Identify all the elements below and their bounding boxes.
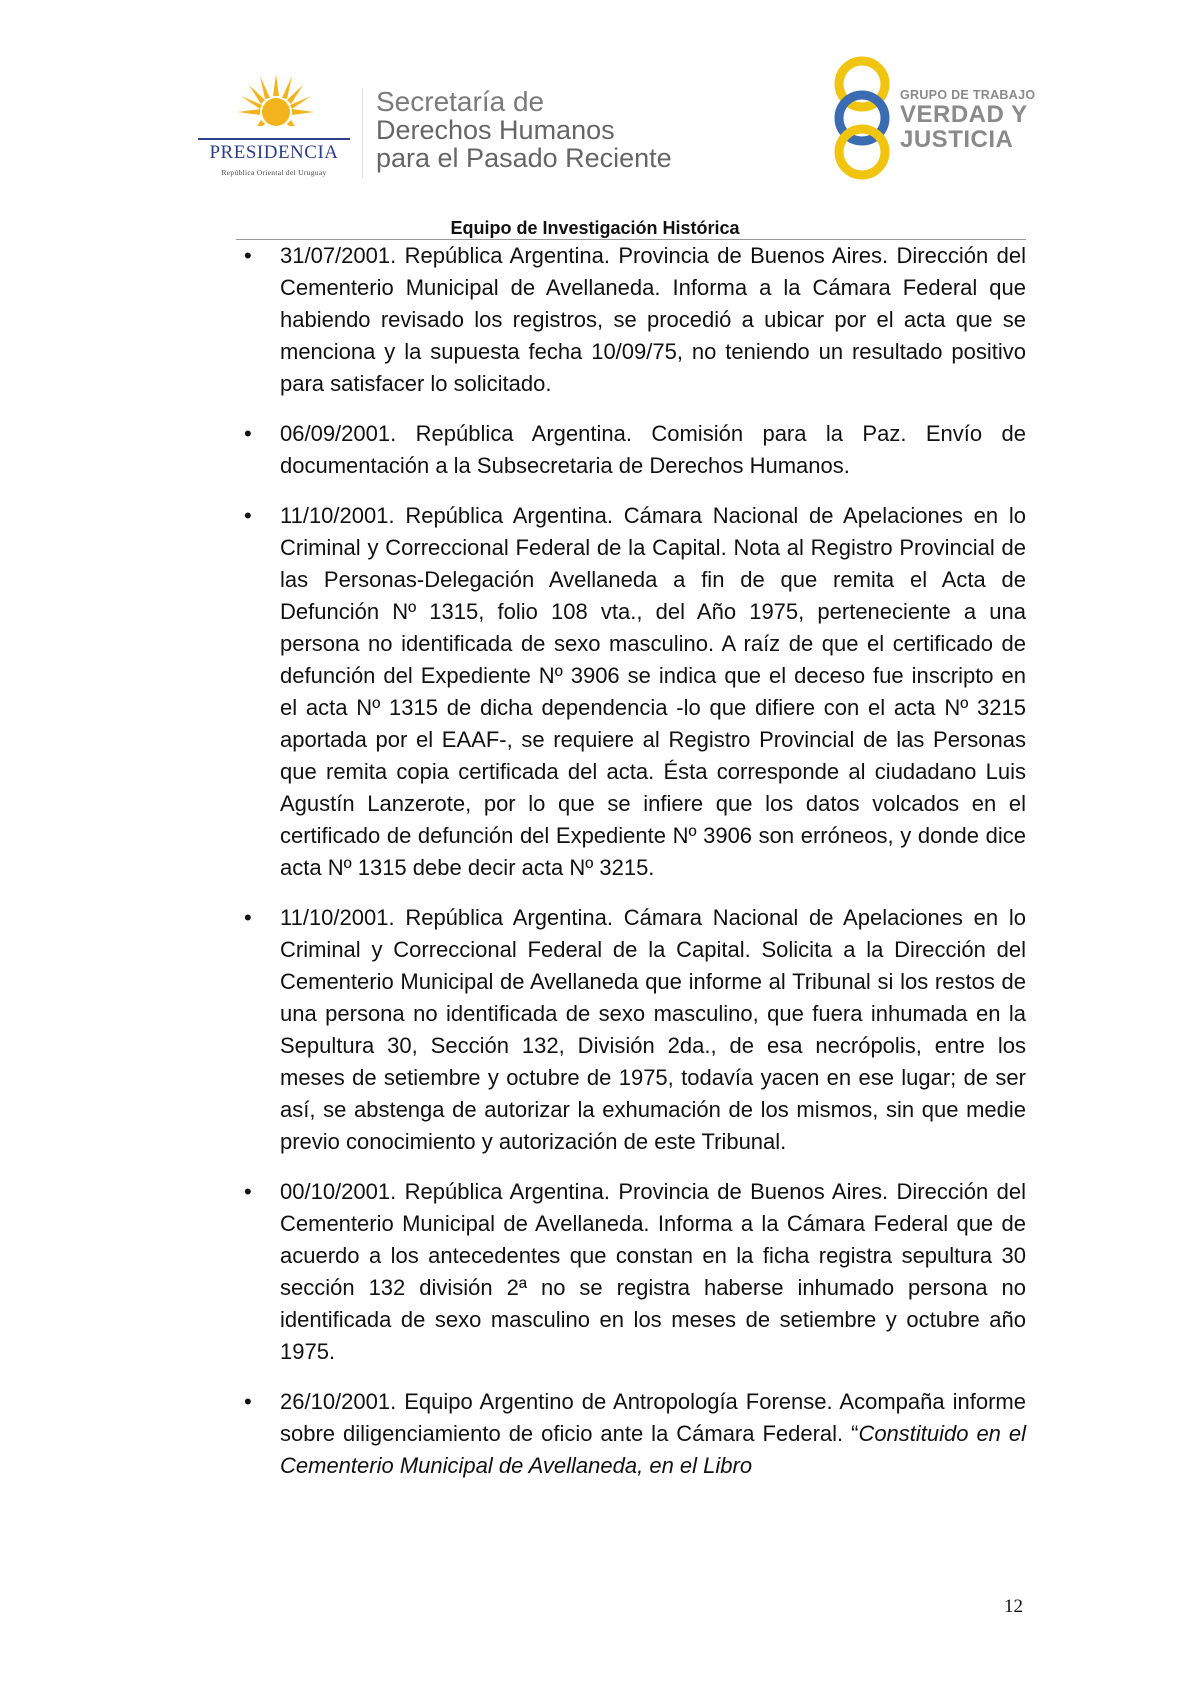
- list-item: [244, 418, 1026, 482]
- page-number: 12: [1004, 1596, 1023, 1617]
- presidencia-name: PRESIDENCIA: [209, 142, 339, 163]
- page-header: [0, 0, 1190, 240]
- entry-text: 31/07/2001. República Argentina. Provincia de Buenos Aires. Dirección del Cementerio Municipal de Avellaneda. Informa a la Cámara Federal que habiendo revisado los registros, se procedió a ubicar por el acta que se menciona y la supuesta fecha 10/09/75, no teniendo un resultado positivo para satisfacer lo solicitado.: [280, 243, 1026, 396]
- verdad-justicia-rings-icon: [822, 56, 902, 180]
- presidencia-rule: [198, 138, 350, 140]
- presidencia-logo: [196, 72, 352, 182]
- grupo-trabajo-logo-text: [900, 88, 1035, 152]
- entry-text: 11/10/2001. República Argentina. Cámara Nacional de Apelaciones en lo Criminal y Correccional Federal de la Capital. Nota al Registro Provincial de las Personas-Delegación Avellaneda a fin de que remita el Acta de Defunción Nº 1315, folio 108 vta., del Año 1975, perteneciente a una persona no identificada de sexo masculino. A raíz de que el certificado de defunción del Expediente Nº 3906 se indica que el deceso fue inscripto en el acta Nº 1315 de dicha dependencia -lo que difiere con el acta Nº 3215 aportada por el EAAF-, se requiere al Registro Provincial de las Personas que remita copia certificada del acta. Ésta corresponde al ciudadano Luis Agustín Lanzerote, por lo que se infiere que los datos volcados en el certificado de defunción del Expediente Nº 3906 son erróneos, y donde dice acta Nº 1315 debe decir acta Nº 3215.: [280, 503, 1026, 880]
- list-item: [244, 1176, 1026, 1368]
- list-item: [244, 1386, 1026, 1482]
- list-item: [244, 240, 1026, 400]
- entry-text-plain: 26/10/2001. Equipo Argentino de Antropología Forense. Acompaña informe sobre diligenciamiento de oficio ante la Cámara Federal. “: [280, 1389, 1026, 1446]
- bullet-icon: •: [244, 421, 252, 446]
- entry-text: 06/09/2001. República Argentina. Comisión para la Paz. Envío de documentación a la Subsecretaria de Derechos Humanos.: [280, 421, 1026, 478]
- presidencia-subtitle: República Oriental del Uruguay: [221, 168, 327, 177]
- bullet-icon: •: [244, 1389, 252, 1414]
- entry-text-with-quote: [280, 1386, 1026, 1482]
- secretaria-logo: [376, 88, 672, 172]
- secretaria-line-2: Derechos Humanos: [376, 115, 615, 145]
- list-item: [244, 902, 1026, 1158]
- grupo-line-3: JUSTICIA: [900, 126, 1014, 153]
- logo-divider: [362, 88, 363, 178]
- list-item: [244, 500, 1026, 884]
- entry-text: 11/10/2001. República Argentina. Cámara Nacional de Apelaciones en lo Criminal y Correccional Federal de la Capital. Solicita a la Dirección del Cementerio Municipal de Avellaneda que informe al Tribunal si los restos de una persona no identificada de sexo masculino, que fuera inhumada en la Sepultura 30, Sección 132, División 2da., de esa necrópolis, entre los meses de setiembre y octubre de 1975, todavía yacen en ese lugar; de ser así, se abstenga de autorizar la exhumación de los mismos, sin que medie previo conocimiento y autorización de este Tribunal.: [280, 905, 1026, 1154]
- header-title: Equipo de Investigación Histórica: [450, 218, 740, 238]
- grupo-line-1: GRUPO DE TRABAJO: [900, 88, 1036, 102]
- entry-text-italic-quote: Constituido en el Cementerio Municipal de Avellaneda, en el Libro: [280, 1421, 1026, 1478]
- secretaria-line-1: Secretaría de: [376, 86, 545, 117]
- bullet-icon: •: [244, 1179, 252, 1204]
- sun-icon: [238, 72, 314, 148]
- bullet-icon: •: [244, 503, 252, 528]
- grupo-line-2: VERDAD Y: [900, 101, 1028, 128]
- entry-text: 00/10/2001. República Argentina. Provincia de Buenos Aires. Dirección del Cementerio Municipal de Avellaneda. Informa a la Cámara Federal que de acuerdo a los antecedentes que constan en la ficha registra sepultura 30 sección 132 división 2ª no se registra haberse inhumado persona no identificada de sexo masculino en los meses de setiembre y octubre año 1975.: [280, 1179, 1026, 1364]
- bullet-icon: •: [244, 905, 252, 930]
- document-body: [244, 240, 1026, 1500]
- bullet-icon: •: [244, 243, 252, 268]
- secretaria-line-3: para el Pasado Reciente: [376, 143, 672, 173]
